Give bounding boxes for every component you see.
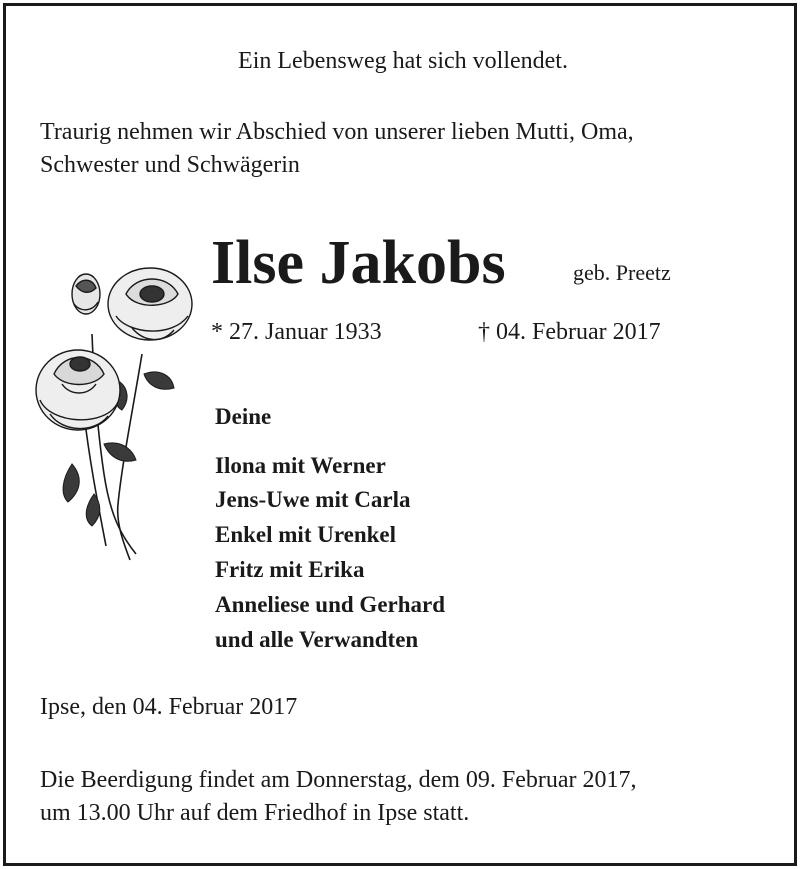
place-date: Ipse, den 04. Februar 2017 (40, 694, 298, 720)
birth-date: * 27. Januar 1933 (211, 319, 382, 345)
deceased-name: Ilse Jakobs (211, 229, 506, 297)
mourner-line: und alle Verwandten (215, 627, 419, 652)
death-date: † 04. Februar 2017 (478, 319, 661, 345)
mourner-line: Fritz mit Erika (215, 557, 365, 582)
mourner-line: Jens-Uwe mit Carla (215, 487, 411, 512)
mourner-line: Ilona mit Werner (215, 453, 386, 478)
mourner-line: Anneliese und Gerhard (215, 592, 446, 617)
mourners-intro: Deine (215, 404, 272, 429)
intro-line-2: Schwester und Schwägerin (40, 152, 300, 178)
funeral-line-2: um 13.00 Uhr auf dem Friedhof in Ipse statt. (40, 800, 470, 826)
intro-line-1: Traurig nehmen wir Abschied von unserer lieben Mutti, Oma, (40, 119, 634, 145)
funeral-line-1: Die Beerdigung findet am Donnerstag, dem 09. Februar 2017, (40, 767, 637, 793)
headline: Ein Lebensweg hat sich vollendet. (238, 48, 568, 74)
mourner-line: Enkel mit Urenkel (215, 522, 397, 547)
maiden-name: geb. Preetz (573, 260, 671, 285)
roses-illustration-icon (32, 264, 204, 564)
obituary-frame (3, 3, 797, 866)
